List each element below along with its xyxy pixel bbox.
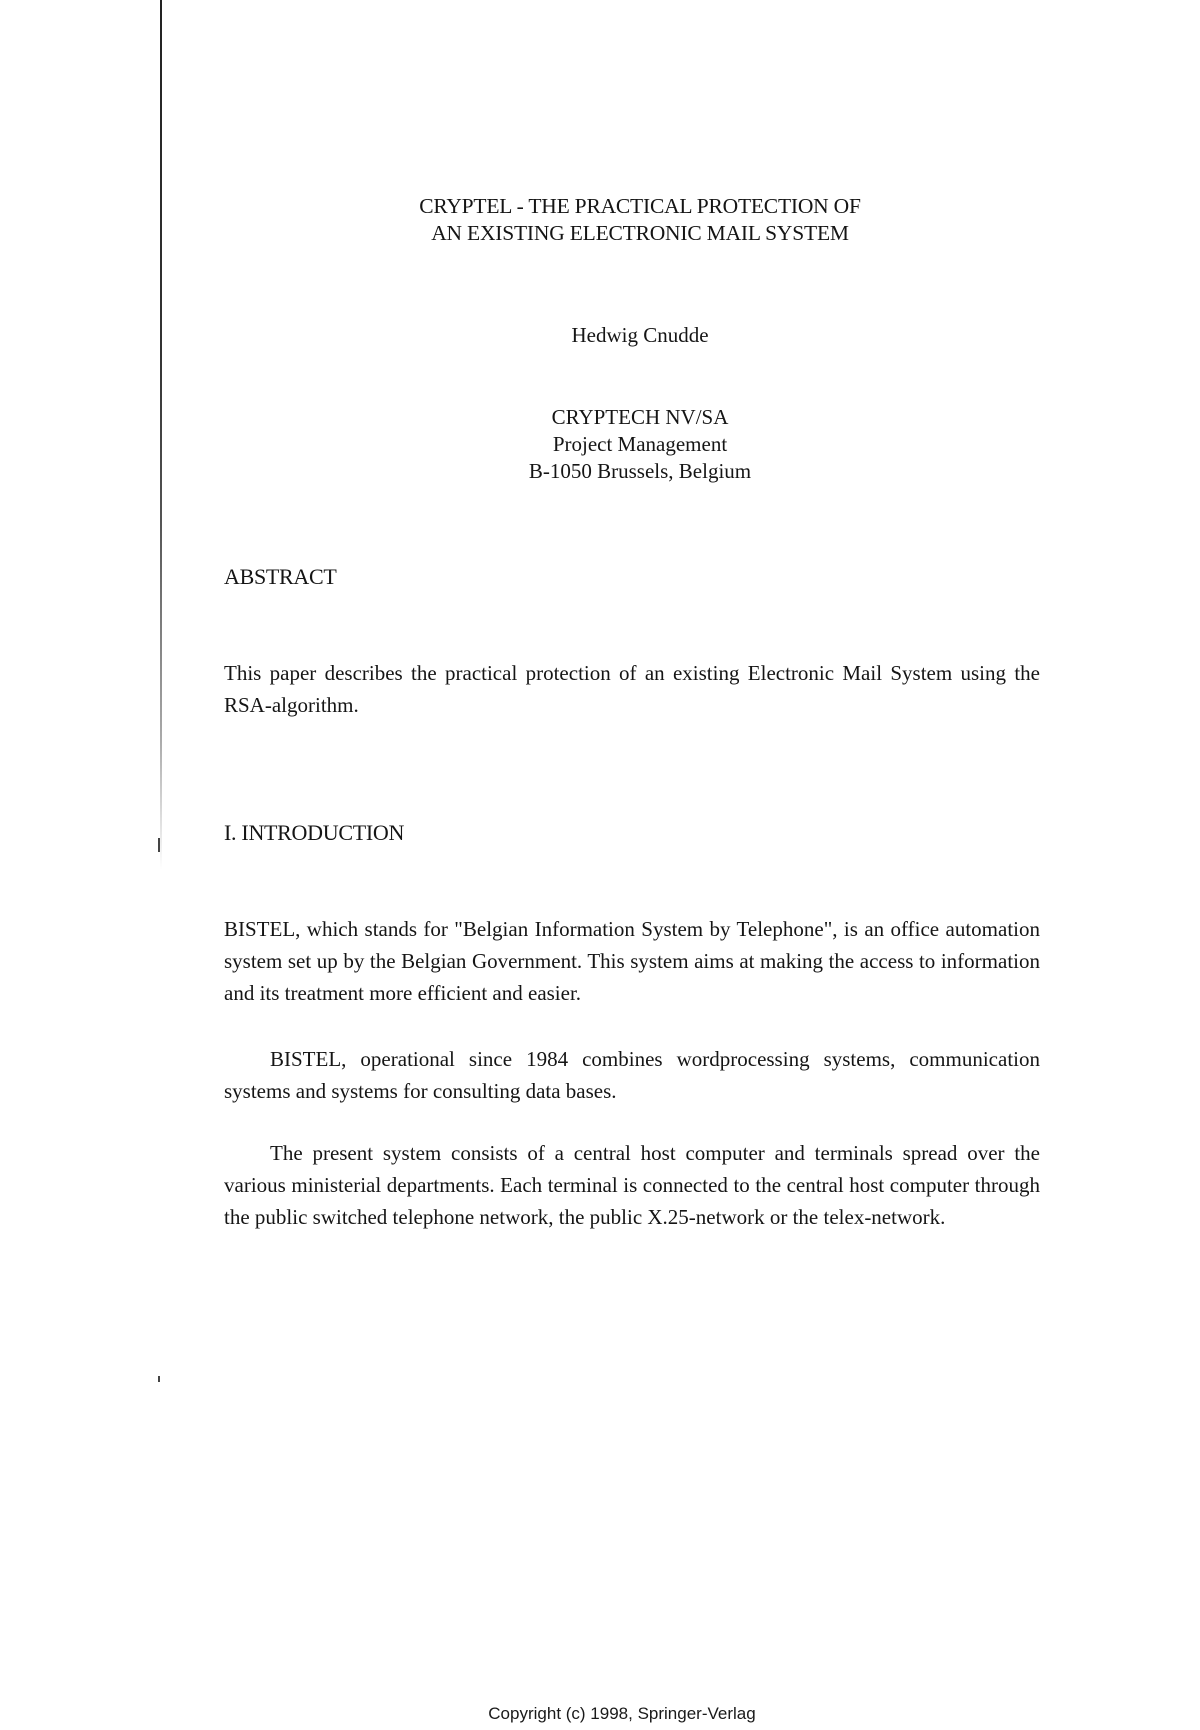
title-line-2: AN EXISTING ELECTRONIC MAIL SYSTEM: [431, 221, 849, 245]
affiliation-dept: Project Management: [552, 432, 728, 456]
affiliation-org: CRYPTECH NV/SA: [551, 405, 729, 429]
affiliation-location: B-1050 Brussels, Belgium: [528, 459, 752, 483]
intro-paragraph-2: BISTEL, operational since 1984 combines wordprocessing systems, communication systems and systems for consulting data bases.: [224, 1047, 1040, 1103]
copyright-footer: [0, 1703, 1200, 1725]
abstract-text: This paper describes the practical protection of an existing Electronic Mail System using the RSA-algorithm.: [224, 661, 1040, 717]
author-name: Hedwig Cnudde: [571, 323, 709, 347]
affiliation-block: [400, 404, 880, 485]
intro-paragraph-3: The present system consists of a central host computer and terminals spread over the various ministerial departments. Each terminal is connected to the central host computer through the public switched telephone network, the public X.25-network or the telex-network.: [224, 1141, 1040, 1229]
scan-binding-edge: [160, 0, 162, 870]
title-line-1: CRYPTEL - THE PRACTICAL PROTECTION OF: [419, 194, 861, 218]
scan-edge-mark: [158, 838, 160, 852]
paper-title: [260, 193, 1020, 247]
section-heading-introduction: I. INTRODUCTION: [224, 820, 405, 845]
copyright-text: Copyright (c) 1998, Springer-Verlag: [488, 1704, 756, 1723]
scan-edge-mark: [158, 1376, 160, 1382]
intro-paragraph-1: BISTEL, which stands for "Belgian Information System by Telephone", is an office automation system set up by the Belgian Government. This system aims at making the access to information and its treatment more efficient and easier.: [224, 917, 1040, 1005]
abstract-heading: ABSTRACT: [224, 564, 337, 589]
